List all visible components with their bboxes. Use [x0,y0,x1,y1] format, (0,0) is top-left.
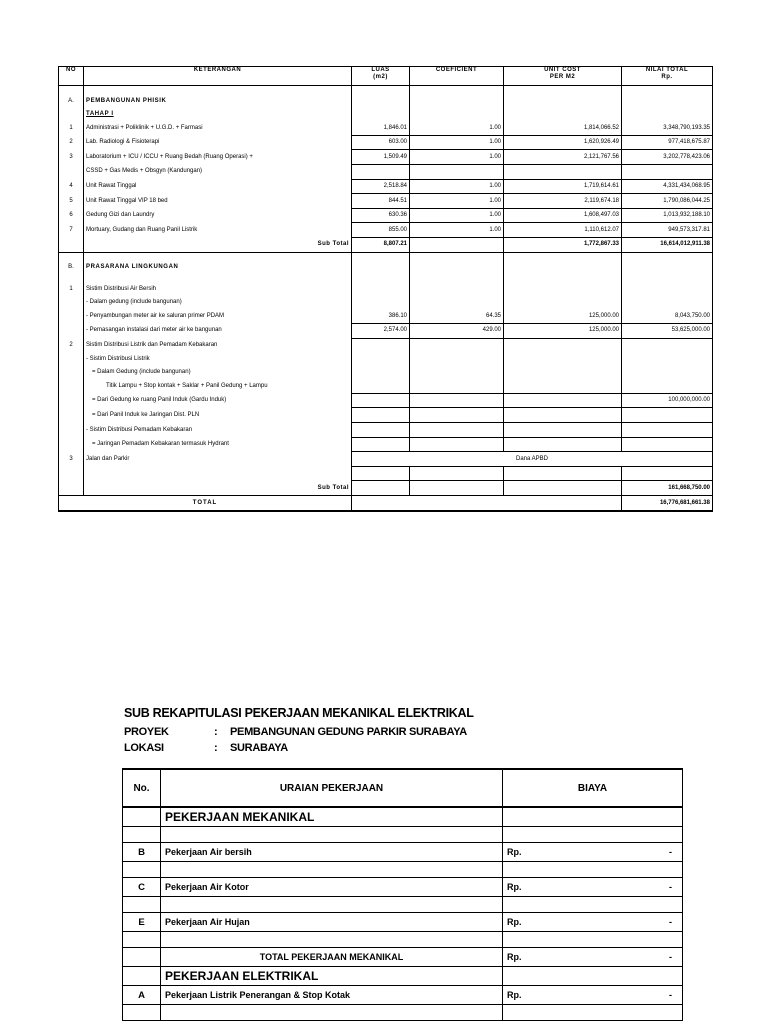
cost-value: - [669,990,672,1000]
row-luas [352,282,410,296]
row-no [59,108,84,122]
row-nilai-total: 161,668,750.00 [622,481,713,496]
row-nilai-total [622,366,713,380]
header-keterangan: KETERANGAN [84,67,352,86]
total-mekanikal-row [123,948,683,967]
row-nilai-total [622,94,713,108]
table-row [59,282,713,296]
row-unit-cost: 1,772,867.33 [504,237,622,252]
row-unit-cost [504,366,622,380]
row-unit-cost [504,274,622,282]
row-luas [352,423,410,438]
row-keterangan: Sistim Distribusi Listrik dan Pemadam Kebakaran [84,338,352,352]
row-no: B. [59,261,84,275]
table-row [59,94,713,108]
row-no: 1 [59,121,84,135]
row-coeficient [410,352,504,366]
row-keterangan: CSSD + Gas Medis + Obsgyn (Kandungan) [84,164,352,179]
row-luas: 2,574.00 [352,323,410,338]
table-row [59,179,713,194]
table-row [59,194,713,209]
row-coeficient [410,108,504,122]
row-luas: 386.10 [352,309,410,323]
item-code: E [123,913,161,932]
recap-title: SUB REKAPITULASI PEKERJAAN MEKANIKAL ELEKTRIKAL [124,706,474,720]
table-row [59,237,713,252]
row-luas [352,261,410,275]
row-nilai-total [622,352,713,366]
table-row [59,408,713,423]
row-no [59,379,84,393]
row-unit-cost [504,164,622,179]
row-nilai-total [622,423,713,438]
row-no [59,366,84,380]
row-no [59,252,84,261]
row-no: 5 [59,194,84,209]
table-row [59,366,713,380]
row-coeficient: 1.00 [410,223,504,238]
row-keterangan: - Sistim Distribusi Listrik [84,352,352,366]
row-no [59,466,84,481]
cost-value: - [669,847,672,857]
row-nilai-total [622,338,713,352]
row-coeficient [410,252,504,261]
row-luas: 2,518.84 [352,179,410,194]
row-nilai-total [622,274,713,282]
row-keterangan: = Jaringan Pemadam Kebakaran termasuk Hydrant [84,437,352,452]
row-luas: 1,509.49 [352,150,410,165]
cost-value: - [669,882,672,892]
table-row [59,135,713,150]
rp-label: Rp. [507,917,522,927]
row-coeficient [410,237,504,252]
row-no: 2 [59,135,84,150]
row-no [59,86,84,95]
row-keterangan [84,252,352,261]
row-keterangan: TAHAP I [84,108,352,122]
row-no [59,481,84,496]
lokasi-label: LOKASI [124,742,164,754]
row-nilai-total [622,261,713,275]
row-unit-cost: 125,000.00 [504,309,622,323]
row-keterangan: = Dalam Gedung (include bangunan) [84,366,352,380]
row-unit-cost [504,393,622,408]
row-coeficient [410,296,504,310]
table-row [59,208,713,223]
table-row [59,150,713,165]
row-no: 3 [59,452,84,467]
row-unit-cost [504,296,622,310]
row-luas [352,393,410,408]
recap-header-uraian: URAIAN PEKERJAAN [161,769,503,807]
row-unit-cost [504,94,622,108]
row-keterangan: Lab. Radiologi & Fisioterapi [84,135,352,150]
row-luas [352,408,410,423]
row-coeficient [410,393,504,408]
recap-header [123,769,683,807]
rp-label: Rp. [507,847,522,857]
row-nilai-total: 1,013,932,188.10 [622,208,713,223]
row-no: 2 [59,338,84,352]
row-no [59,237,84,252]
item-name: Pekerjaan Air bersih [161,843,503,862]
spacer-row [123,862,683,878]
row-keterangan: Sub Total [84,481,352,496]
row-nilai-total: 16,614,012,911.38 [622,237,713,252]
row-coeficient [410,94,504,108]
header-coeficient: COEFICIENT [410,67,504,86]
table-row [123,913,683,932]
table-row [59,481,713,496]
row-coeficient [410,338,504,352]
row-keterangan: - Pemasangan instalasi dari meter air ke bangunan [84,323,352,338]
row-coeficient [410,282,504,296]
cost-table [58,66,713,512]
item-cost [503,878,683,897]
section-elektrikal: PEKERJAAN ELEKTRIKAL [161,967,503,986]
row-coeficient [410,274,504,282]
table-row [59,437,713,452]
row-no [59,393,84,408]
row-unit-cost [504,352,622,366]
spacer-row [123,897,683,913]
item-cost [503,986,683,1005]
item-name: Pekerjaan Listrik Penerangan & Stop Kotak [161,986,503,1005]
row-unit-cost: 1,620,926.49 [504,135,622,150]
row-nilai-total: 53,625,000.00 [622,323,713,338]
rp-label: Rp. [507,990,522,1000]
row-nilai-total: 8,043,750.00 [622,309,713,323]
row-unit-cost [504,282,622,296]
row-coeficient [410,86,504,95]
section-row [123,967,683,986]
row-unit-cost [504,408,622,423]
row-nilai-total: 977,418,675.87 [622,135,713,150]
row-no [59,164,84,179]
row-keterangan: Titik Lampu + Stop kontak + Saklar + Panil Gedung + Lampu [84,379,352,393]
total-blank [352,496,622,511]
table-row [59,274,713,282]
row-luas [352,481,410,496]
row-coeficient [410,423,504,438]
row-coeficient [410,164,504,179]
header-unit-cost: UNIT COST PER M2 [504,67,622,86]
row-no: 3 [59,150,84,165]
row-nilai-total [622,466,713,481]
row-no: 4 [59,179,84,194]
cost-value: - [669,952,672,962]
row-unit-cost: 125,000.00 [504,323,622,338]
row-keterangan: = Dari Gedung ke ruang Panil Induk (Gardu Induk) [84,393,352,408]
row-keterangan: Administrasi + Poliklinik + U.G.D. + Farmasi [84,121,352,135]
row-luas [352,379,410,393]
item-cost [503,913,683,932]
row-keterangan [84,466,352,481]
header-no: NO [59,67,84,86]
row-luas [352,338,410,352]
row-luas: 844.51 [352,194,410,209]
row-keterangan: - Penyambungan meter air ke saluran primer PDAM [84,309,352,323]
table-row [59,379,713,393]
header-nilai-total: NILAI TOTAL Rp. [622,67,713,86]
table-row [59,252,713,261]
row-coeficient [410,261,504,275]
item-code: B [123,843,161,862]
row-nilai-total [622,296,713,310]
row-keterangan [84,86,352,95]
row-coeficient [410,408,504,423]
table-row [59,423,713,438]
grand-total-value: 16,776,681,661.38 [622,496,713,511]
row-keterangan: Laboratorium + ICU / ICCU + Ruang Bedah (Ruang Operasi) + [84,150,352,165]
row-no [59,296,84,310]
row-nilai-total [622,437,713,452]
grand-total-row [59,496,713,511]
header-luas: LUAS (m2) [352,67,410,86]
row-no: A. [59,94,84,108]
row-keterangan: Jalan dan Parkir [84,452,352,467]
row-luas: 603.00 [352,135,410,150]
row-unit-cost [504,252,622,261]
row-no [59,352,84,366]
row-nilai-total [622,164,713,179]
row-coeficient: 1.00 [410,208,504,223]
row-keterangan: Unit Rawat Tinggal [84,179,352,194]
rp-label: Rp. [507,882,522,892]
total-mekanikal-label: TOTAL PEKERJAAN MEKANIKAL [161,948,503,967]
table-row [59,323,713,338]
row-luas: 1,846.01 [352,121,410,135]
row-coeficient: 1.00 [410,150,504,165]
table-row [59,338,713,352]
table-row [59,466,713,481]
row-luas: 8,807.21 [352,237,410,252]
item-code: A [123,986,161,1005]
row-luas [352,108,410,122]
row-keterangan: = Dari Panil Induk ke Jaringan Dist. PLN [84,408,352,423]
table-row [59,108,713,122]
table-row [59,352,713,366]
row-nilai-total [622,108,713,122]
row-no [59,309,84,323]
row-luas: 855.00 [352,223,410,238]
row-unit-cost: 1,110,612.07 [504,223,622,238]
row-coeficient: 1.00 [410,179,504,194]
item-cost [503,843,683,862]
row-nilai-total: 1,790,086,044.25 [622,194,713,209]
row-nilai-total: 3,202,778,423.06 [622,150,713,165]
row-nilai-total: 949,573,317.81 [622,223,713,238]
row-unit-cost: 1,719,614.61 [504,179,622,194]
table-row [123,878,683,897]
row-keterangan: Sub Total [84,237,352,252]
table-header [59,67,713,86]
row-luas [352,252,410,261]
total-mekanikal-cost [503,948,683,967]
cost-value: - [669,917,672,927]
row-keterangan: - Dalam gedung (include bangunan) [84,296,352,310]
row-nilai-total: 100,000,000.00 [622,393,713,408]
row-keterangan [84,274,352,282]
row-nilai-total [622,282,713,296]
row-unit-cost: 1,608,497.03 [504,208,622,223]
row-no [59,437,84,452]
row-unit-cost: 2,119,674.18 [504,194,622,209]
row-keterangan: PEMBANGUNAN PHISIK [84,94,352,108]
row-coeficient: 1.00 [410,194,504,209]
row-unit-cost [504,86,622,95]
item-name: Pekerjaan Air Kotor [161,878,503,897]
row-unit-cost [504,108,622,122]
row-no [59,323,84,338]
section-mekanikal: PEKERJAAN MEKANIKAL [161,807,503,827]
row-coeficient [410,481,504,496]
lokasi-value: SURABAYA [230,742,288,754]
row-no [59,274,84,282]
spacer-row [123,932,683,948]
row-nilai-total [622,86,713,95]
row-unit-cost [504,379,622,393]
table-row [59,223,713,238]
proyek-line [124,726,467,738]
table-row [123,986,683,1005]
recap-header-biaya: BIAYA [503,769,683,807]
row-coeficient: 429.00 [410,323,504,338]
row-unit-cost [504,338,622,352]
table-row [59,261,713,275]
table-row [59,452,713,467]
row-unit-cost [504,423,622,438]
row-luas [352,352,410,366]
spacer-row [123,827,683,843]
proyek-label: PROYEK [124,726,169,738]
row-coeficient: 1.00 [410,121,504,135]
row-luas [352,437,410,452]
row-coeficient [410,437,504,452]
colon: : [214,726,218,738]
table-row [59,86,713,95]
row-unit-cost [504,481,622,496]
row-no: 6 [59,208,84,223]
apbd-label: Dana APBD [352,452,713,467]
row-luas: 630.36 [352,208,410,223]
row-keterangan: Gedung Gizi dan Laundry [84,208,352,223]
rp-label: Rp. [507,952,522,962]
row-no [59,408,84,423]
proyek-value: PEMBANGUNAN GEDUNG PARKIR SURABAYA [230,726,467,738]
lokasi-line [124,742,288,754]
row-coeficient: 1.00 [410,135,504,150]
row-luas [352,466,410,481]
table-row [59,296,713,310]
row-nilai-total [622,379,713,393]
row-unit-cost: 2,121,767.56 [504,150,622,165]
row-keterangan: PRASARANA LINGKUNGAN [84,261,352,275]
total-label: TOTAL [59,496,352,511]
table-row [59,393,713,408]
row-nilai-total [622,252,713,261]
spacer-row [123,1005,683,1021]
row-coeficient [410,366,504,380]
row-coeficient: 64.35 [410,309,504,323]
row-no: 1 [59,282,84,296]
row-nilai-total [622,408,713,423]
row-unit-cost [504,437,622,452]
row-unit-cost [504,466,622,481]
row-nilai-total: 3,348,790,193.35 [622,121,713,135]
row-luas [352,296,410,310]
row-keterangan: Mortuary, Gudang dan Ruang Panil Listrik [84,223,352,238]
row-coeficient [410,466,504,481]
recap-table [122,768,683,1021]
row-keterangan: - Sistim Distribusi Pemadam Kebakaran [84,423,352,438]
table-row [59,164,713,179]
table-row [59,309,713,323]
table-row [59,121,713,135]
row-luas [352,94,410,108]
row-no: 7 [59,223,84,238]
colon: : [214,742,218,754]
row-keterangan: Unit Rawat Tinggal VIP 18 bed [84,194,352,209]
row-luas [352,366,410,380]
recap-header-no: No. [123,769,161,807]
row-nilai-total: 4,331,434,068.95 [622,179,713,194]
row-luas [352,86,410,95]
row-unit-cost [504,261,622,275]
row-luas [352,274,410,282]
row-no [59,423,84,438]
item-code: C [123,878,161,897]
row-luas [352,164,410,179]
row-keterangan: Sistim Distribusi Air Bersih [84,282,352,296]
section-row [123,807,683,827]
table-row [123,843,683,862]
item-name: Pekerjaan Air Hujan [161,913,503,932]
row-unit-cost: 1,814,066.52 [504,121,622,135]
row-coeficient [410,379,504,393]
